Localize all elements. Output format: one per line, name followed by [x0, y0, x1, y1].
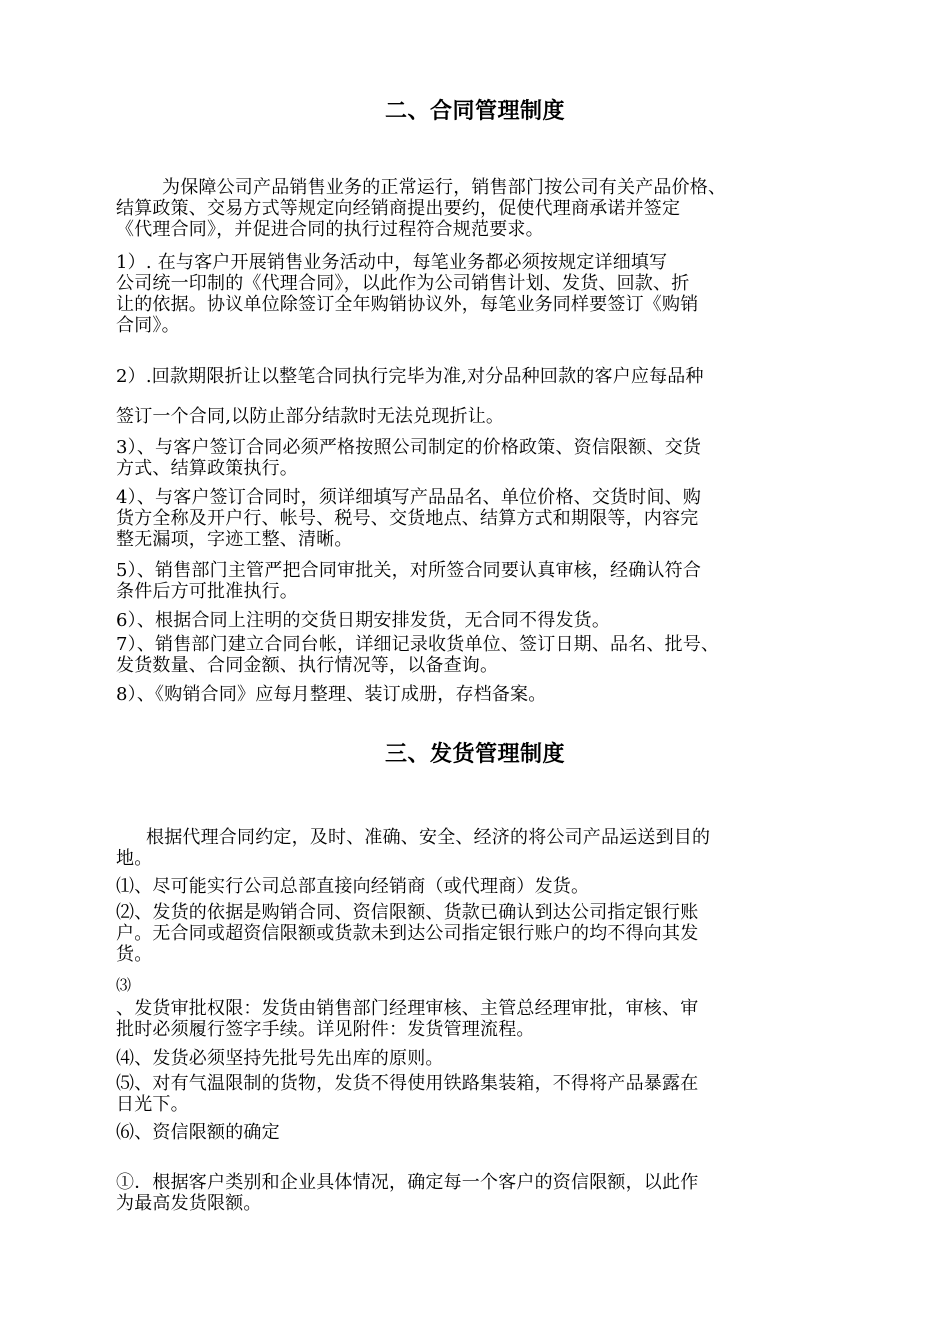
- section-3-title: 三、发货管理制度: [384, 742, 565, 767]
- paragraph-line: 根据代理合同约定，及时、准确、安全、经济的将公司产品运送到目的: [146, 827, 711, 848]
- paragraph-line: 方式、结算政策执行。: [116, 458, 298, 479]
- paragraph-line: 结算政策、交易方式等规定向经销商提出要约，促使代理商承诺并签定: [116, 198, 681, 219]
- paragraph-line: ⑷、发货必须坚持先批号先出库的原则。: [116, 1048, 444, 1069]
- paragraph-line: 整无漏项，字迹工整、清晰。: [116, 529, 353, 550]
- credit-limit-item-1: [116, 1172, 856, 1214]
- contract-item-2-cont: [116, 406, 856, 427]
- paragraph-line: ⑵、发货的依据是购销合同、资信限额、货款已确认到达公司指定银行账: [116, 902, 699, 923]
- paragraph-line: 、发货审批权限：发货由销售部门经理审核、主管总经理审批，审核、审: [116, 998, 699, 1019]
- paragraph-line: 条件后方可批准执行。: [116, 581, 298, 602]
- paragraph-line: ⑸、对有气温限制的货物，发货不得使用铁路集装箱，不得将产品暴露在: [116, 1073, 699, 1094]
- paragraph-line: 让的依据。协议单位除签订全年购销协议外，每笔业务同样要签订《购销: [116, 294, 699, 315]
- paragraph-line: ⑶: [116, 976, 132, 994]
- paragraph-line: 5）、销售部门主管严把合同审批关，对所签合同要认真审核，经确认符合: [116, 560, 702, 581]
- paragraph-line: 8）、《购销合同》应每月整理、装订成册，存档备案。: [116, 684, 547, 705]
- paragraph-line: ⑹、资信限额的确定: [116, 1122, 280, 1143]
- paragraph-line: 为最高发货限额。: [116, 1193, 262, 1214]
- paragraph-line: 2）.回款期限折让以整笔合同执行完毕为准,对分品种回款的客户应每品种: [116, 366, 704, 387]
- section-2-title: 二、合同管理制度: [384, 99, 565, 124]
- contract-item-2: [116, 366, 856, 387]
- paragraph-line: 货。: [116, 944, 153, 965]
- paragraph-line: 6）、根据合同上注明的交货日期安排发货，无合同不得发货。: [116, 610, 611, 631]
- paragraph-line: 日光下。: [116, 1094, 189, 1115]
- paragraph-line: 签订一个合同,以防止部分结款时无法兑现折让。: [116, 406, 505, 427]
- section-3-intro: [116, 827, 856, 869]
- paragraph-line: 为保障公司产品销售业务的正常运行，销售部门按公司有关产品价格、: [162, 177, 727, 198]
- contract-item-4: [116, 487, 856, 550]
- contract-item-3: [116, 437, 856, 479]
- shipping-item-2: [116, 902, 856, 965]
- shipping-item-3: [116, 998, 856, 1040]
- paragraph-line: 发货数量、合同金额、执行情况等，以备查询。: [116, 655, 499, 676]
- paragraph-line: 批时必须履行签字手续。详见附件：发货管理流程。: [116, 1019, 535, 1040]
- paragraph-line: ⑴、尽可能实行公司总部直接向经销商（或代理商）发货。: [116, 876, 590, 897]
- paragraph-line: 货方全称及开户行、帐号、税号、交货地点、结算方式和期限等，内容完: [116, 508, 699, 529]
- contract-item-5: [116, 560, 856, 602]
- paragraph-line: 1）. 在与客户开展销售业务活动中，每笔业务都必须按规定详细填写: [116, 252, 668, 273]
- paragraph-line: 7）、销售部门建立合同台帐，详细记录收货单位、签订日期、品名、批号、: [116, 634, 720, 655]
- contract-item-7: [116, 634, 856, 676]
- shipping-item-5: [116, 1073, 856, 1115]
- paragraph-line: 《代理合同》，并促进合同的执行过程符合规范要求。: [116, 219, 544, 240]
- paragraph-line: 公司统一印制的《代理合同》，以此作为公司销售计划、发货、回款、折: [116, 273, 690, 294]
- shipping-item-4: [116, 1048, 856, 1069]
- paragraph-line: 合同》。: [116, 315, 180, 336]
- shipping-item-1: [116, 876, 856, 897]
- paragraph-line: ①．根据客户类别和企业具体情况，确定每一个客户的资信限额，以此作: [116, 1172, 699, 1193]
- contract-item-1: [116, 252, 856, 336]
- paragraph-line: 3）、与客户签订合同必须严格按照公司制定的价格政策、资信限额、交货: [116, 437, 702, 458]
- section-2-intro: [116, 177, 856, 240]
- shipping-item-3-number: [116, 975, 856, 996]
- paragraph-line: 户。无合同或超资信限额或货款未到达公司指定银行账户的均不得向其发: [116, 923, 699, 944]
- shipping-item-6: [116, 1122, 856, 1143]
- contract-item-8: [116, 684, 856, 705]
- paragraph-line: 地。: [116, 848, 153, 869]
- contract-item-6: [116, 610, 856, 631]
- paragraph-line: 4）、与客户签订合同时，须详细填写产品品名、单位价格、交货时间、购: [116, 487, 702, 508]
